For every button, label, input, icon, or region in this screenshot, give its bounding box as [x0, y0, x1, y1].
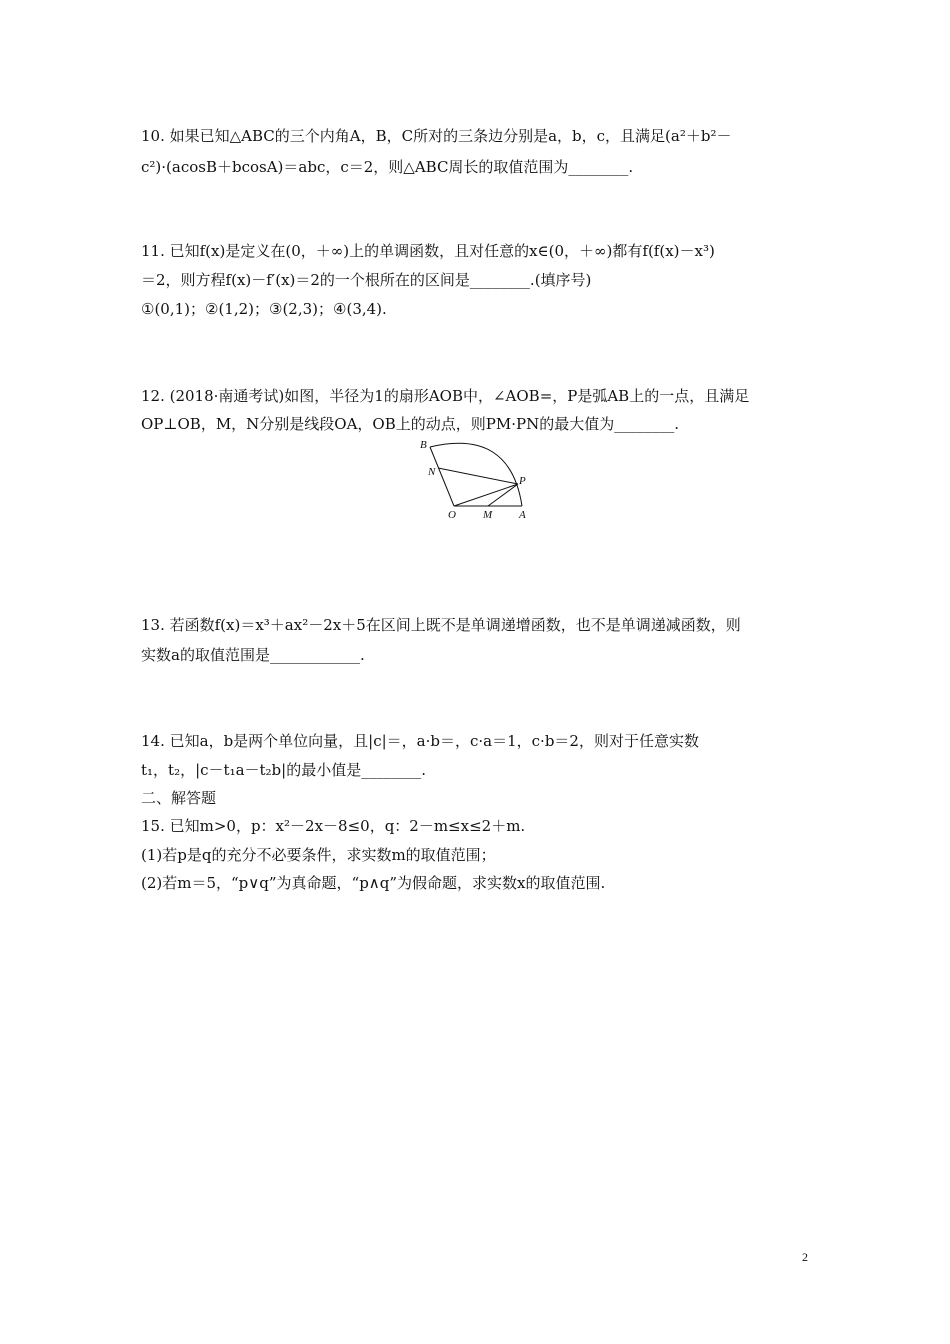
problem-11-line-2: ＝2，则方程f(x)－f′(x)＝2的一个根所在的区间是________.(填序号)	[141, 271, 592, 289]
problem-14-line-1: 14. 已知a，b是两个单位向量，且|c|＝，a·b＝，c·a＝1，c·b＝2，则对于任意实数	[141, 732, 699, 750]
sector-figure	[418, 438, 530, 522]
problem-12-line-1: 12. (2018·南通考试)如图，半径为1的扇形AOB中，∠AOB=，P是弧AB上的一点，且满足	[141, 387, 750, 405]
label-a: A	[519, 509, 526, 521]
problem-10-line-1: 10. 如果已知△ABC的三个内角A，B，C所对的三条边分别是a，b，c，且满足(a²＋b²－	[141, 127, 732, 145]
segment-pn	[438, 468, 518, 484]
label-p: P	[519, 475, 526, 487]
problem-12-line-2: OP⊥OB，M，N分别是线段OA，OB上的动点，则PM·PN的最大值为________.	[141, 415, 679, 433]
problem-15-part-1: (1)若p是q的充分不必要条件，求实数m的取值范围；	[141, 846, 496, 864]
problem-11-options: ①(0,1)；②(1,2)；③(2,3)；④(3,4).	[141, 300, 387, 318]
problem-14-line-2: t₁，t₂，|c－t₁a－t₂b|的最小值是________.	[141, 761, 426, 779]
problem-10-line-2: c²)·(acosB＋bcosA)＝abc，c＝2，则△ABC周长的取值范围为________.	[141, 158, 634, 176]
label-n: N	[428, 466, 436, 478]
sector-arc	[430, 443, 522, 506]
problem-15-line-1: 15. 已知m>0，p：x²－2x－8≤0，q：2－m≤x≤2＋m.	[141, 817, 526, 835]
problem-13-line-1: 13. 若函数f(x)＝x³＋ax²－2x＋5在区间上既不是单调递增函数，也不是单调递减函数，则	[141, 616, 741, 634]
label-o: O	[448, 509, 456, 521]
segment-pm	[488, 484, 518, 506]
problem-15-part-2: (2)若m＝5，“p∨q”为真命题，“p∧q”为假命题，求实数x的取值范围.	[141, 874, 606, 892]
label-m: M	[483, 509, 493, 521]
section-title: 二、解答题	[141, 789, 217, 807]
page-number: 2	[802, 1250, 808, 1264]
problem-13-line-2: 实数a的取值范围是____________.	[141, 646, 365, 664]
label-b: B	[420, 439, 427, 451]
problem-11-line-1: 11. 已知f(x)是定义在(0，＋∞)上的单调函数，且对任意的x∈(0，＋∞)都有f(f(x)－x³)	[141, 242, 715, 260]
segment-op	[454, 484, 518, 506]
